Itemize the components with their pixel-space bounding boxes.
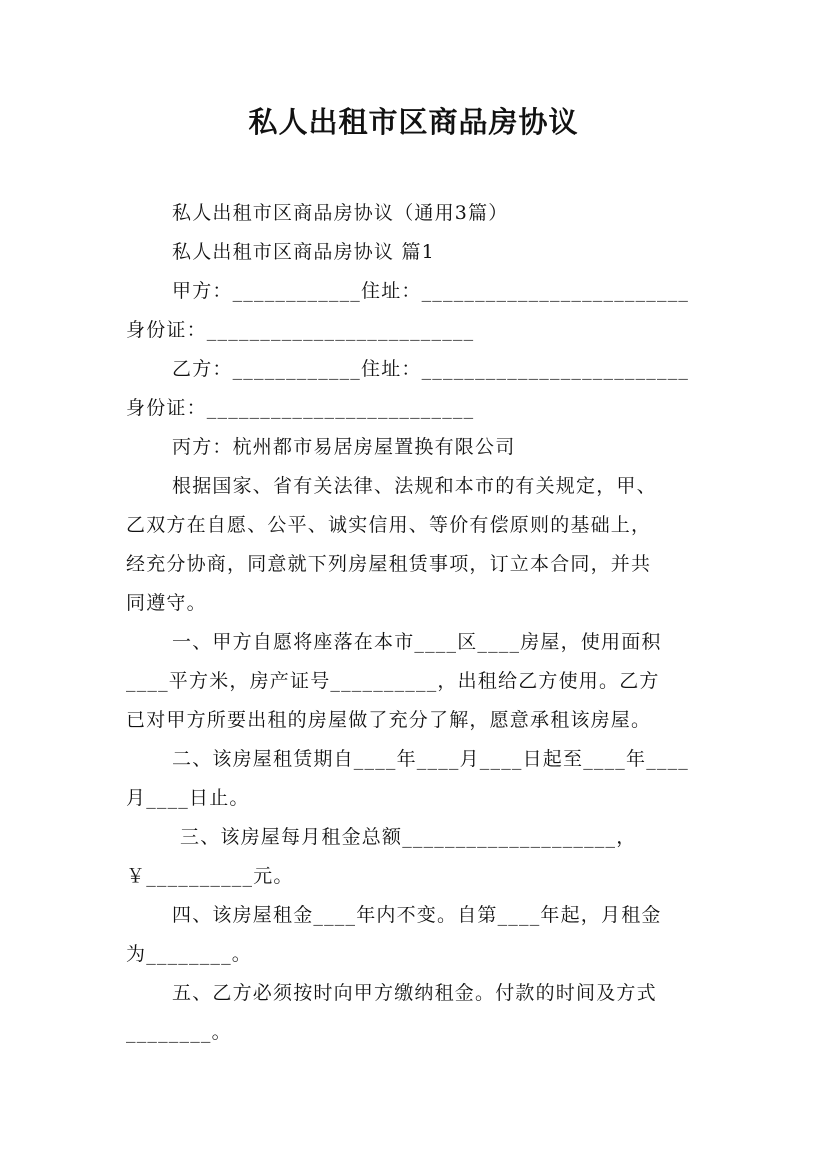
party-b-id-line: 身份证：_________________________	[126, 397, 475, 419]
clause-1-line: 一、甲方自愿将座落在本市____区____房屋，使用面积	[172, 631, 662, 653]
paragraph-line: 乙双方在自愿、公平、诚实信用、等价有偿原则的基础上，	[126, 514, 652, 536]
paragraph-line: 经充分协商，同意就下列房屋租赁事项，订立本合同，并共	[126, 553, 652, 575]
paragraph-line: 同遵守。	[126, 592, 207, 614]
party-c-line: 丙方：杭州都市易居房屋置换有限公司	[172, 436, 516, 458]
clause-1-line: 已对甲方所要出租的房屋做了充分了解，愿意承租该房屋。	[126, 709, 652, 731]
document-title: 私人出租市区商品房协议	[248, 105, 579, 139]
clause-3-line: ￥__________元。	[126, 865, 294, 887]
section-heading: 私人出租市区商品房协议 篇1	[172, 241, 435, 263]
party-a-id-line: 身份证：_________________________	[126, 319, 475, 341]
document-body	[126, 194, 706, 1052]
party-a-line: 甲方：____________住址：_________________________	[172, 280, 690, 302]
clause-5-line: ________。	[126, 1021, 232, 1043]
clause-2-line: 月____日止。	[126, 787, 250, 809]
clause-1-line: ____平方米，房产证号__________，出租给乙方使用。乙方	[126, 670, 660, 692]
clause-4-line: 四、该房屋租金____年内不变。自第____年起，月租金	[172, 904, 662, 926]
subtitle-line: 私人出租市区商品房协议（通用3篇）	[172, 202, 509, 224]
clause-2-line: 二、该房屋租赁期自____年____月____日起至____年____	[172, 748, 690, 770]
clause-3-line: 三、该房屋每月租金总额____________________，	[180, 826, 637, 848]
clause-5-line: 五、乙方必须按时向甲方缴纳租金。付款的时间及方式	[172, 982, 657, 1004]
clause-4-line: 为________。	[126, 943, 253, 965]
party-b-line: 乙方：____________住址：_________________________	[172, 358, 690, 380]
paragraph-line: 根据国家、省有关法律、法规和本市的有关规定，甲、	[172, 475, 657, 497]
